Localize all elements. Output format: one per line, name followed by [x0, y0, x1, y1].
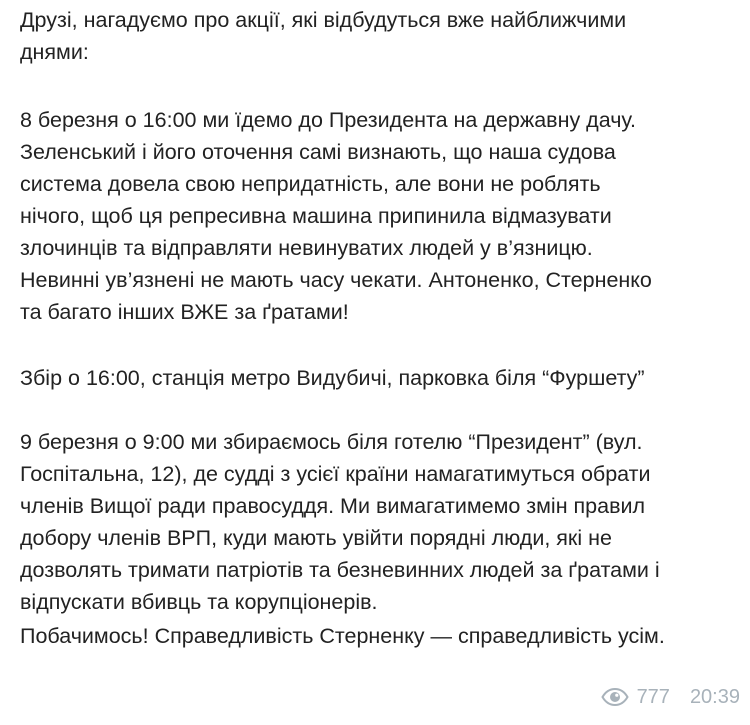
- message-line: Зеленський і його оточення самі визнають, що наша судова: [20, 140, 616, 164]
- message-line: 8 березня о 16:00 ми їдемо до Президента на державну дачу.: [20, 108, 636, 132]
- message-line: нічого, щоб ця репресивна машина припинила відмазувати: [20, 204, 612, 228]
- message-line: 9 березня о 9:00 ми збираємось біля готелю “Президент” (вул.: [20, 430, 643, 454]
- message-line: система довела свою непридатність, але вони не роблять: [20, 172, 601, 196]
- message-line: днями:: [20, 40, 89, 64]
- eye-icon: [601, 688, 629, 706]
- message-paragraph: [20, 362, 740, 394]
- message-line: дозволять тримати патріотів та безневинних людей за ґратами і: [20, 558, 660, 582]
- message-paragraph: [20, 426, 740, 618]
- message-line: Невинні ув’язнені не мають часу чекати. Антоненко, Стерненко: [20, 268, 652, 292]
- message-line: Збір о 16:00, станція метро Видубичі, парковка біля “Фуршету”: [20, 366, 645, 390]
- message-paragraph: [20, 620, 740, 652]
- message-line: та багато інших ВЖЕ за ґратами!: [20, 300, 349, 324]
- message-time: 20:39: [689, 686, 740, 708]
- message-line: Побачимось! Справедливість Стерненку — справедливість усім.: [20, 624, 665, 648]
- message-line: добору членів ВРП, куди мають увійти порядні люди, які не: [20, 526, 612, 550]
- message-paragraph: [20, 104, 740, 328]
- message-paragraph: [20, 4, 740, 68]
- message-line: відпускати вбивць та корупціонерів.: [20, 590, 378, 614]
- message-line: Друзі, нагадуємо про акції, які відбудуться вже найближчими: [20, 8, 627, 32]
- view-count: 777: [636, 686, 670, 708]
- message-meta: [601, 684, 740, 710]
- message-line: Госпітальна, 12), де судді з усієї країни намагатимуться обрати: [20, 462, 651, 486]
- message-line: членів Вищої ради правосуддя. Ми вимагатимемо змін правил: [20, 494, 646, 518]
- message-line: злочинців та відправляти невинуватих людей у в’язницю.: [20, 236, 593, 260]
